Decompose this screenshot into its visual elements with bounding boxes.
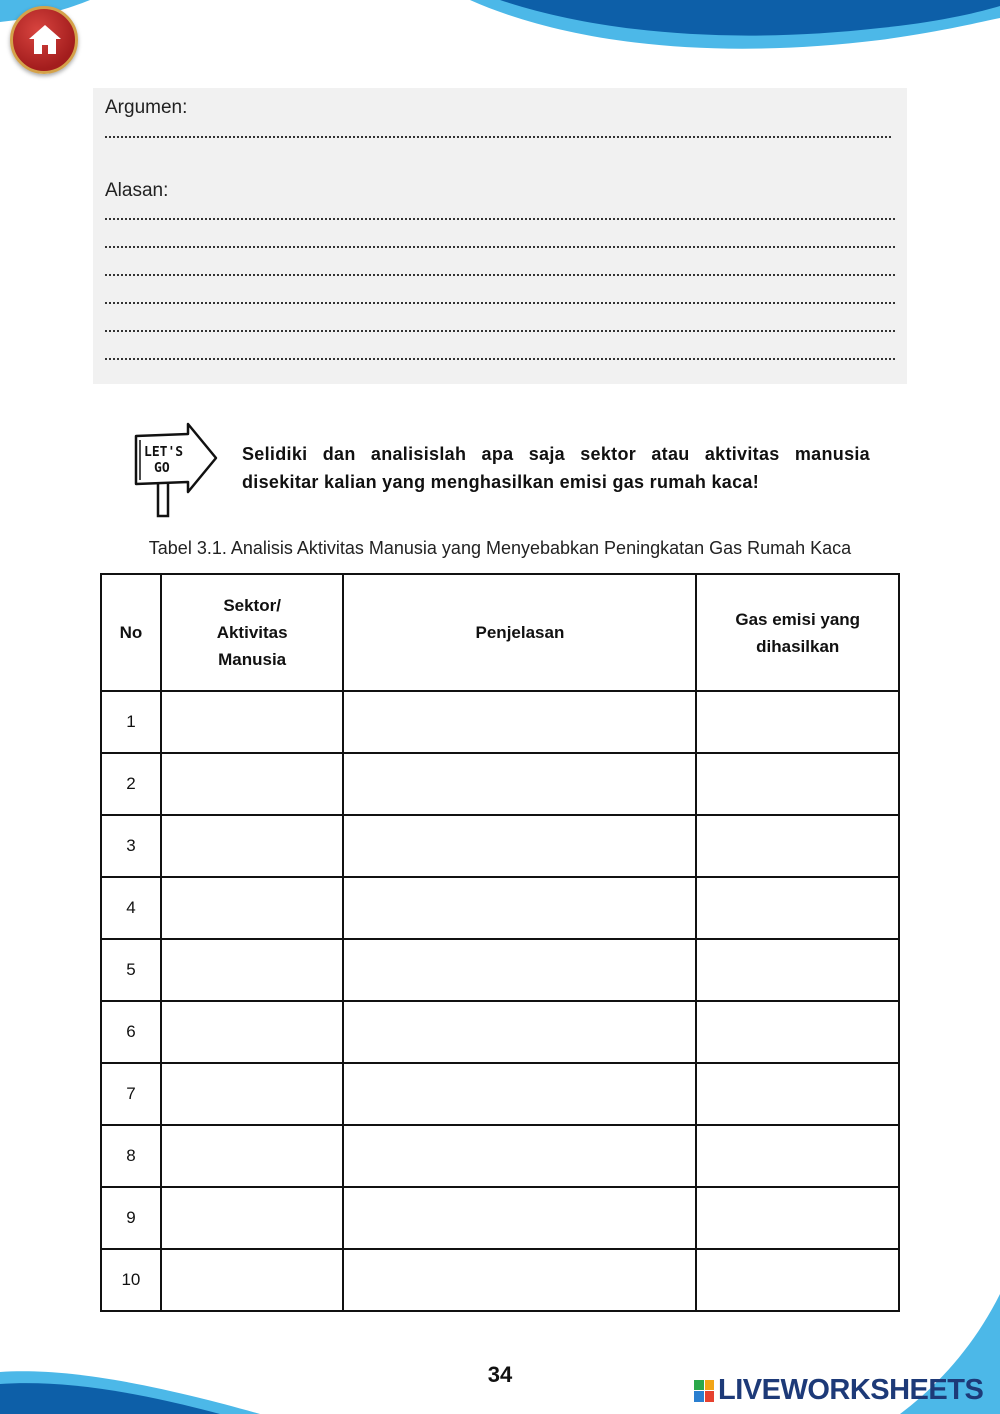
sektor-answer-cell[interactable] — [161, 753, 344, 815]
header-gas-emisi — [696, 574, 899, 691]
alasan-answer-line[interactable] — [105, 358, 895, 360]
table-row — [101, 753, 899, 815]
header-no: No — [101, 574, 161, 691]
gas-emisi-answer-cell[interactable] — [696, 1187, 899, 1249]
row-number: 6 — [101, 1001, 161, 1063]
gas-emisi-answer-cell[interactable] — [696, 939, 899, 1001]
alasan-answer-line[interactable] — [105, 302, 895, 304]
gas-emisi-answer-cell[interactable] — [696, 1125, 899, 1187]
argumen-answer-line[interactable] — [105, 136, 891, 138]
penjelasan-answer-cell[interactable] — [343, 815, 696, 877]
table-row — [101, 691, 899, 753]
sign-text-lets: LET'S — [144, 445, 184, 460]
home-icon — [26, 21, 64, 59]
table-row — [101, 1001, 899, 1063]
sektor-answer-cell[interactable] — [161, 815, 344, 877]
argument-answer-box — [93, 88, 907, 384]
activity-instruction: Selidiki dan analisislah apa saja sektor atau aktivitas manusia disekitar kalian yang menghasilkan emisi gas rumah kaca! — [242, 444, 870, 492]
row-number: 3 — [101, 815, 161, 877]
home-button[interactable] — [10, 6, 78, 74]
header-gas-emisi-text: Gas emisi yang dihasilkan — [735, 609, 861, 656]
gas-emisi-answer-cell[interactable] — [696, 877, 899, 939]
sektor-answer-cell[interactable] — [161, 1187, 344, 1249]
argumen-label: Argumen: — [105, 97, 188, 118]
sign-text-go: GO — [154, 461, 170, 476]
header-penjelasan: Penjelasan — [343, 574, 696, 691]
table-row — [101, 1249, 899, 1311]
gas-emisi-answer-cell[interactable] — [696, 815, 899, 877]
alasan-answer-line[interactable] — [105, 246, 895, 248]
row-number: 9 — [101, 1187, 161, 1249]
row-number: 1 — [101, 691, 161, 753]
page-number: 34 — [487, 1362, 513, 1387]
penjelasan-answer-cell[interactable] — [343, 877, 696, 939]
sektor-answer-cell[interactable] — [161, 1125, 344, 1187]
gas-emisi-answer-cell[interactable] — [696, 753, 899, 815]
table-header-row — [101, 574, 899, 691]
row-number: 7 — [101, 1063, 161, 1125]
table-caption: Tabel 3.1. Analisis Aktivitas Manusia yang Menyebabkan Peningkatan Gas Rumah Kaca — [148, 538, 852, 558]
row-number: 2 — [101, 753, 161, 815]
row-number: 5 — [101, 939, 161, 1001]
gas-emisi-answer-cell[interactable] — [696, 1063, 899, 1125]
penjelasan-answer-cell[interactable] — [343, 1187, 696, 1249]
table-row — [101, 1063, 899, 1125]
sektor-answer-cell[interactable] — [161, 877, 344, 939]
gas-emisi-answer-cell[interactable] — [696, 691, 899, 753]
liveworksheets-brand[interactable] — [694, 1374, 983, 1407]
sektor-answer-cell[interactable] — [161, 691, 344, 753]
alasan-answer-line[interactable] — [105, 218, 895, 220]
table-row — [101, 939, 899, 1001]
table-row — [101, 1125, 899, 1187]
header-sektor — [161, 574, 344, 691]
sektor-answer-cell[interactable] — [161, 1001, 344, 1063]
alasan-answer-line[interactable] — [105, 330, 895, 332]
penjelasan-answer-cell[interactable] — [343, 691, 696, 753]
penjelasan-answer-cell[interactable] — [343, 1063, 696, 1125]
penjelasan-answer-cell[interactable] — [343, 1249, 696, 1311]
sektor-answer-cell[interactable] — [161, 939, 344, 1001]
lets-go-sign-icon — [130, 420, 222, 520]
penjelasan-answer-cell[interactable] — [343, 753, 696, 815]
table-row — [101, 1187, 899, 1249]
row-number: 4 — [101, 877, 161, 939]
gas-emisi-answer-cell[interactable] — [696, 1001, 899, 1063]
sektor-answer-cell[interactable] — [161, 1063, 344, 1125]
penjelasan-answer-cell[interactable] — [343, 939, 696, 1001]
alasan-label: Alasan: — [105, 180, 169, 201]
top-wave-decoration — [0, 0, 1000, 70]
row-number: 8 — [101, 1125, 161, 1187]
table-row — [101, 877, 899, 939]
brand-name: LIVEWORKSHEETS — [718, 1374, 984, 1406]
activity-analysis-table — [100, 573, 900, 1312]
gas-emisi-answer-cell[interactable] — [696, 1249, 899, 1311]
table-row — [101, 815, 899, 877]
liveworksheets-logo-icon — [694, 1380, 714, 1402]
header-sektor-text: Sektor/ Aktivitas Manusia — [216, 596, 288, 669]
penjelasan-answer-cell[interactable] — [343, 1125, 696, 1187]
alasan-answer-line[interactable] — [105, 274, 895, 276]
penjelasan-answer-cell[interactable] — [343, 1001, 696, 1063]
row-number: 10 — [101, 1249, 161, 1311]
sektor-answer-cell[interactable] — [161, 1249, 344, 1311]
